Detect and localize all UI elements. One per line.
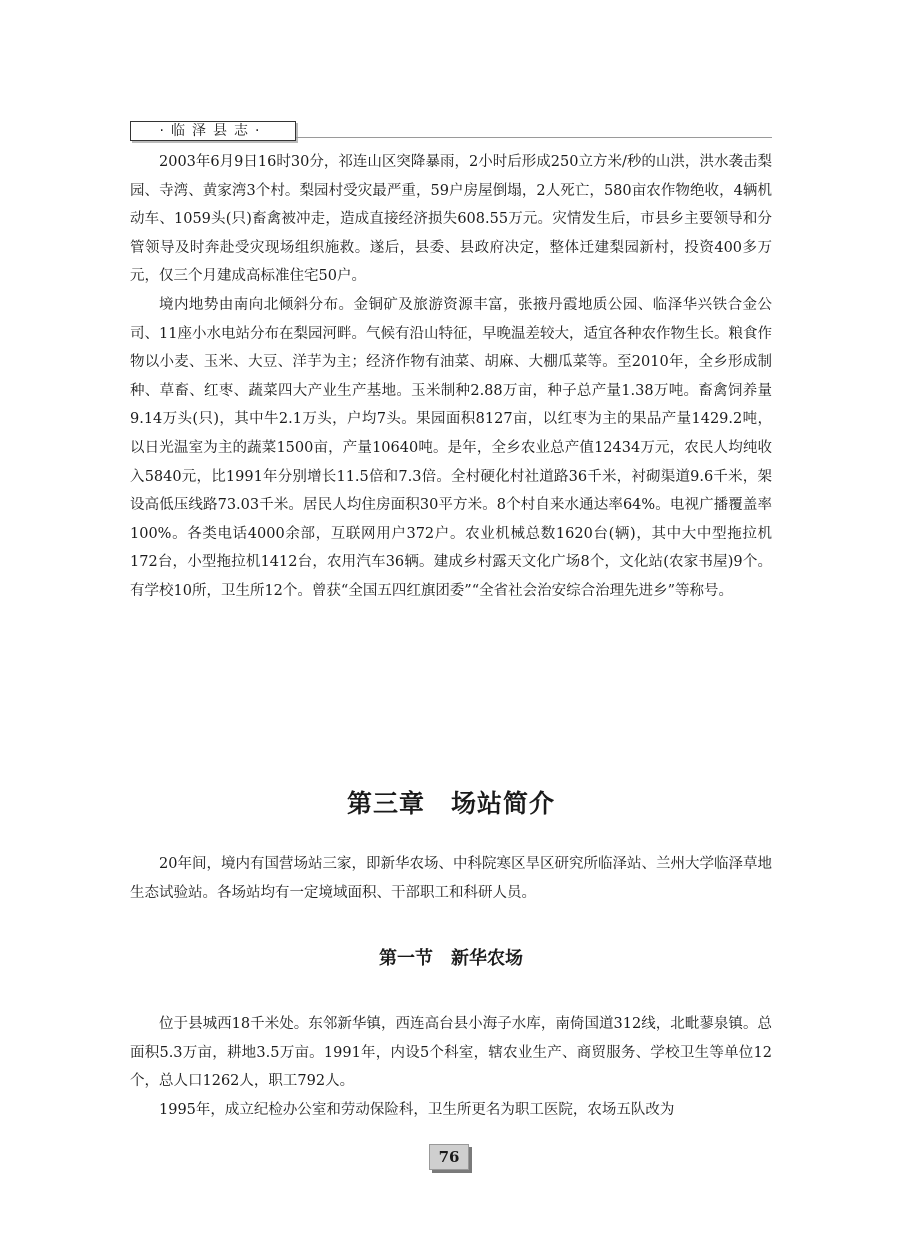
header-rule <box>296 137 772 138</box>
paragraph-farm-1995: 1995年，成立纪检办公室和劳动保险科，卫生所更名为职工医院，农场五队改为 <box>159 1101 675 1118</box>
upper-text-block <box>130 148 772 606</box>
paragraph-flood-2003: 2003年6月9日16时30分，祁连山区突降暴雨，2小时后形成250立方米/秒的山洪，洪水袭击梨园、寺湾、黄家湾3个村。梨园村受灾最严重，59户房屋倒塌，2人死亡，580亩农作物绝收，4辆机动车、1059头(只)畜禽被冲走，造成直接经济损失608.55万元。灾情发生后，市县乡主要领导和分管领导及时奔赴受灾现场组织施救。遂后，县委、县政府决定，整体迁建梨园新村，投资400多万元，仅三个月建成高标准住宅50户。 <box>130 154 772 285</box>
page-number: 76 <box>429 1144 469 1170</box>
chapter-title: 第三章 场站简介 <box>346 789 555 818</box>
chapter-intro-paragraph: 20年间，境内有国营场站三家，即新华农场、中科院寒区旱区研究所临泽站、兰州大学临泽草地生态试验站。各场站均有一定境域面积、干部职工和科研人员。 <box>130 856 772 901</box>
paragraph-township-overview: 境内地势由南向北倾斜分布。金铜矿及旅游资源丰富，张掖丹霞地质公园、临泽华兴铁合金公司、11座小水电站分布在梨园河畔。气候有沿山特征，早晚温差较大，适宜各种农作物生长。粮食作物以小麦、玉米、大豆、洋芋为主；经济作物有油菜、胡麻、大棚瓜菜等。至2010年，全乡形成制种、草畜、红枣、蔬菜四大产业生产基地。玉米制种2.88万亩，种子总产量1.38万吨。畜禽饲养量9.14万头(只)，其中牛2.1万头，户均7头。果园面积8127亩，以红枣为主的果品产量1429.2吨，以日光温室为主的蔬菜1500亩，产量10640吨。是年，全乡农业总产值12434万元，农民人均纯收入5840元，比1991年分别增长11.5倍和7.3倍。全村硬化村社道路36千米，衬砌渠道9.6千米，架设高低压线路73.03千米。居民人均住房面积30平方米。8个村自来水通达率64%。电视广播覆盖率100%。各类电话4000余部，互联网用户372户。农业机械总数1620台(辆)，其中大中型拖拉机172台，小型拖拉机1412台，农用汽车36辆。建成乡村露天文化广场8个，文化站(农家书屋)9个。有学校10所，卫生所12个。曾获“全国五四红旗团委”“全省社会治安综合治理先进乡”等称号。 <box>130 296 772 599</box>
section-text-block <box>130 1010 772 1124</box>
section-title: 第一节 新华农场 <box>379 948 523 969</box>
chapter-intro-block <box>130 850 772 907</box>
running-header-book-title: ·临泽县志· <box>130 121 296 141</box>
paragraph-farm-location: 位于县城西18千米处。东邻新华镇，西连高台县小海子水库，南倚国道312线，北毗蓼泉镇。总面积5.3万亩，耕地3.5万亩。1991年，内设5个科室，辖农业生产、商贸服务、学校卫生等单位12个，总人口1262人，职工792人。 <box>130 1016 772 1090</box>
